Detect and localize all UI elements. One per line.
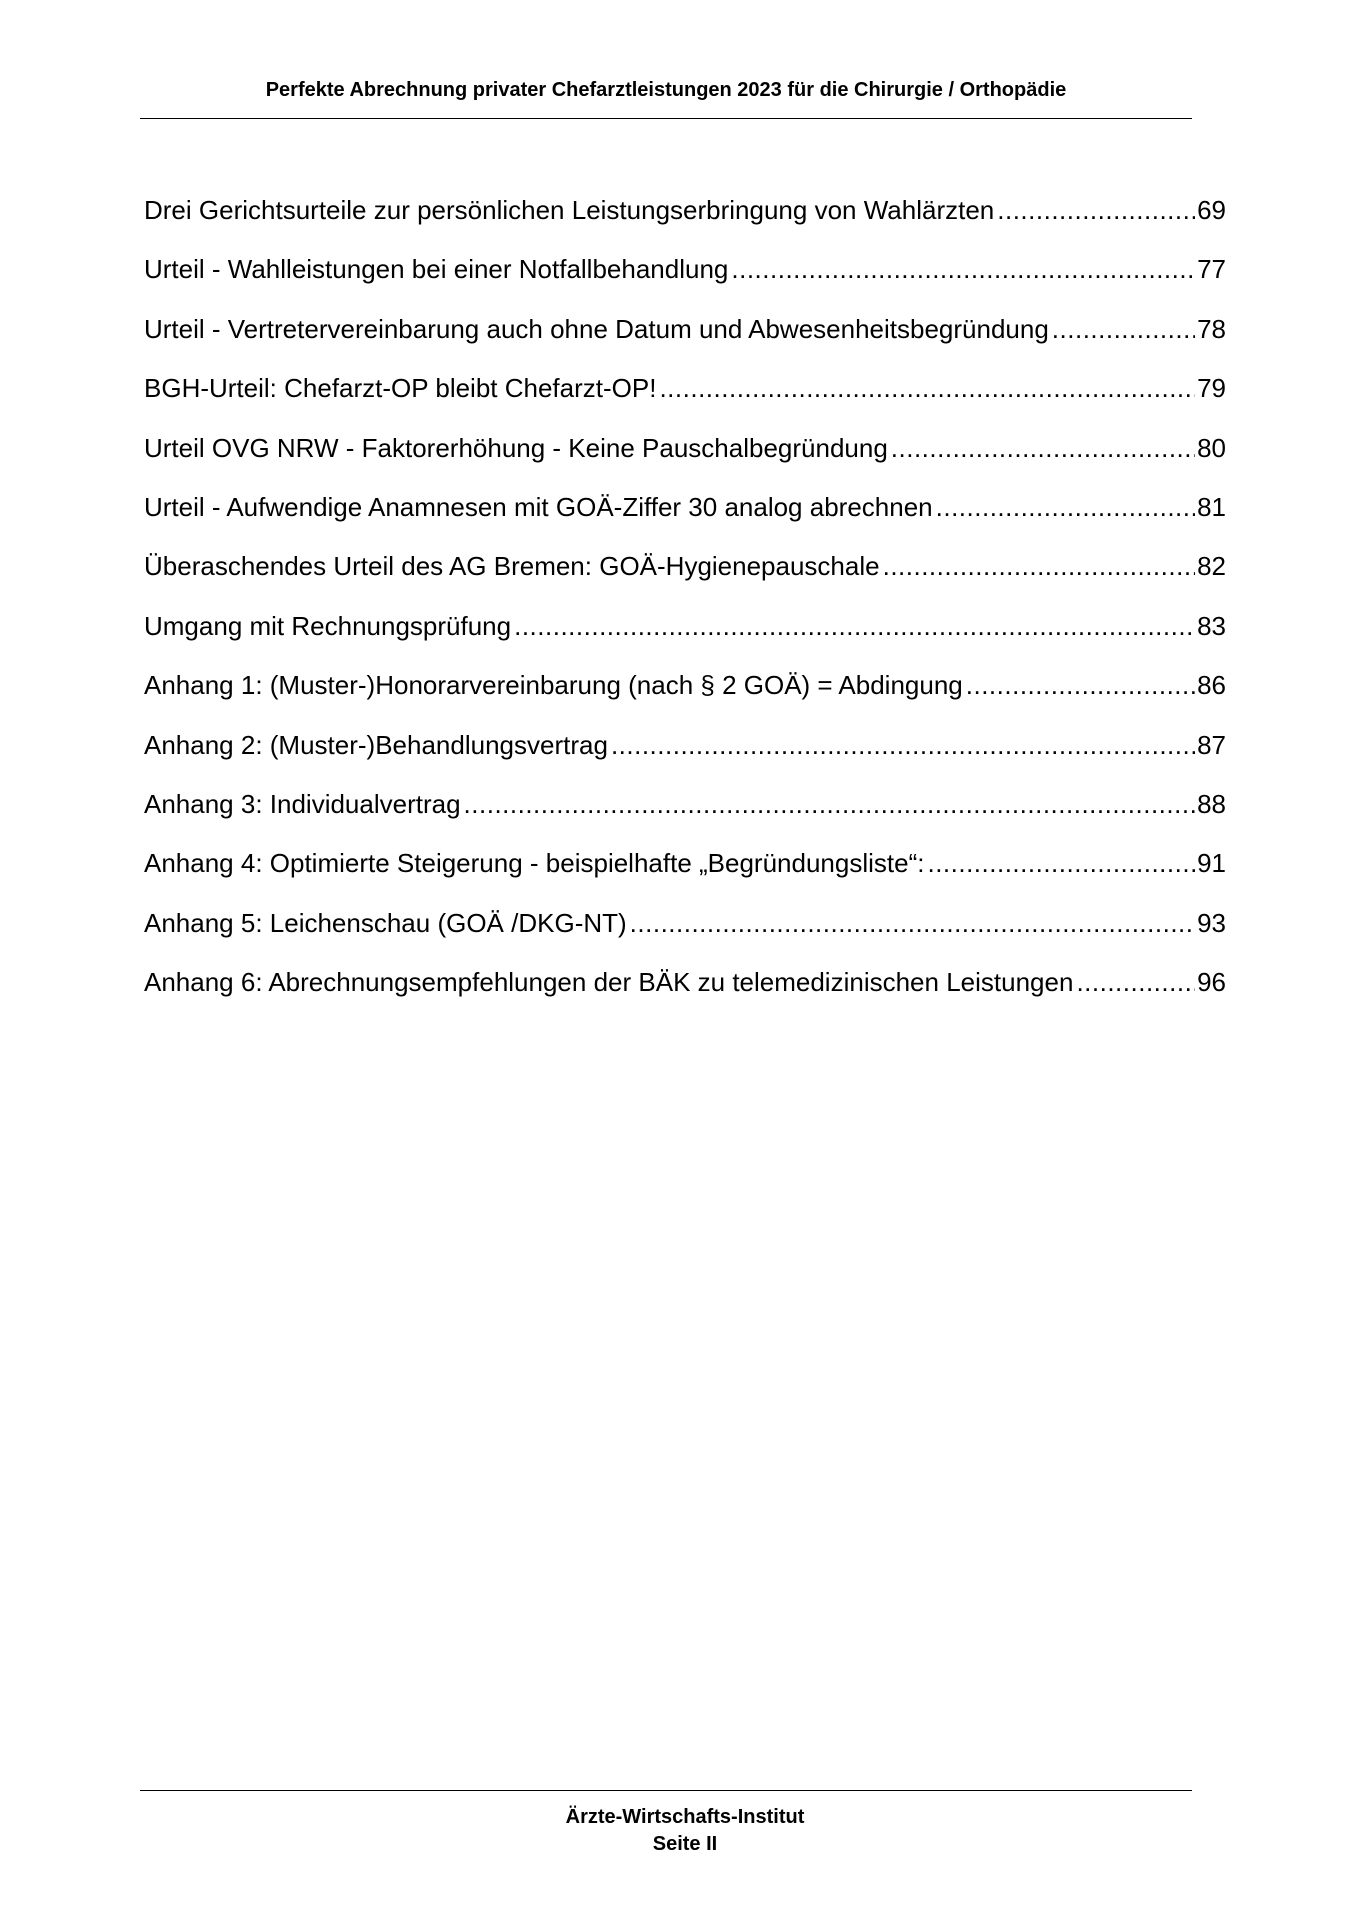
footer-page-number: Seite II (652, 1833, 718, 1855)
toc-entry-page: 79 (1197, 373, 1226, 404)
toc-entry[interactable] (144, 546, 1226, 605)
toc-entry[interactable] (144, 606, 1226, 665)
toc-dot-leader (883, 546, 1195, 586)
toc-entry-page: 88 (1197, 788, 1226, 819)
toc-entry[interactable] (144, 725, 1226, 784)
toc-entry-title: Drei Gerichtsurteile zur persönlichen Leistungserbringung von Wahlärzten (144, 195, 995, 225)
toc-dot-leader (891, 428, 1195, 468)
toc-entry-page: 69 (1197, 195, 1226, 225)
footer-divider (140, 1790, 1192, 1791)
toc-entry[interactable] (144, 665, 1226, 724)
toc-entry-title: Urteil - Aufwendige Anamnesen mit GOÄ-Ziffer 30 analog abrechnen (144, 491, 933, 522)
toc-entry-page: 96 (1197, 967, 1226, 998)
toc-entry[interactable] (144, 843, 1226, 902)
toc-entry-page: 81 (1197, 491, 1226, 522)
toc-entry-page: 78 (1197, 313, 1226, 344)
footer-publisher: Ärzte-Wirtschafts-Institut (565, 1806, 805, 1828)
toc-dot-leader (936, 487, 1195, 527)
toc-entry-title: Anhang 5: Leichenschau (GOÄ /DKG-NT) (144, 907, 627, 938)
header-divider (140, 118, 1192, 119)
toc-dot-leader (611, 725, 1195, 765)
toc-entry-page: 91 (1197, 848, 1226, 879)
toc-entry-title: Anhang 2: (Muster-)Behandlungsvertrag (144, 729, 608, 760)
toc-entry[interactable] (144, 962, 1226, 1021)
toc-entry[interactable] (144, 487, 1226, 546)
toc-entry-page: 87 (1197, 729, 1226, 760)
toc-dot-leader (659, 368, 1195, 408)
toc-entry-title: BGH-Urteil: Chefarzt-OP bleibt Chefarzt-OP! (144, 373, 657, 404)
toc-entry-page: 83 (1197, 610, 1226, 641)
toc-entry[interactable] (144, 368, 1226, 427)
toc-entry-title: Anhang 1: (Muster-)Honorarvereinbarung (nach § 2 GOÄ) = Abdingung (144, 670, 963, 701)
toc-entry[interactable] (144, 249, 1226, 308)
toc-dot-leader (514, 606, 1195, 646)
toc-entry[interactable] (144, 784, 1226, 843)
toc-dot-leader (630, 903, 1195, 943)
page-header: Perfekte Abrechnung privater Chefarztleistungen 2023 für die Chirurgie / Orthopädie (265, 79, 1067, 101)
toc-entry-title: Anhang 3: Individualvertrag (144, 788, 461, 819)
toc-entry[interactable] (144, 190, 1226, 249)
toc-entry-page: 82 (1197, 551, 1226, 582)
toc-entry-title: Überaschendes Urteil des AG Bremen: GOÄ-Hygienepauschale (144, 551, 880, 582)
toc-entry-title: Urteil - Wahlleistungen bei einer Notfallbehandlung (144, 254, 729, 285)
toc-entry-title: Anhang 4: Optimierte Steigerung - beispielhafte „Begründungsliste“: (144, 848, 925, 879)
toc-entry-title: Urteil OVG NRW - Faktorerhöhung - Keine Pauschalbegründung (144, 432, 888, 463)
toc-dot-leader (997, 190, 1195, 230)
table-of-contents (144, 190, 1226, 1021)
toc-dot-leader (1076, 962, 1195, 1002)
toc-entry-page: 77 (1197, 254, 1226, 285)
toc-entry-page: 93 (1197, 907, 1226, 938)
toc-dot-leader (927, 843, 1195, 883)
toc-dot-leader (966, 665, 1195, 705)
toc-entry[interactable] (144, 903, 1226, 962)
toc-dot-leader (464, 784, 1195, 824)
toc-entry-title: Anhang 6: Abrechnungsempfehlungen der BÄK zu telemedizinischen Leistungen (144, 967, 1074, 998)
toc-entry-page: 80 (1197, 432, 1226, 463)
toc-entry[interactable] (144, 428, 1226, 487)
toc-dot-leader (731, 249, 1195, 289)
toc-entry-title: Umgang mit Rechnungsprüfung (144, 610, 512, 641)
toc-entry-page: 86 (1197, 670, 1226, 701)
toc-dot-leader (1052, 309, 1195, 349)
page-footer (140, 1804, 1230, 1858)
toc-entry-title: Urteil - Vertretervereinbarung auch ohne Datum und Abwesenheitsbegründung (144, 313, 1049, 344)
toc-entry[interactable] (144, 309, 1226, 368)
